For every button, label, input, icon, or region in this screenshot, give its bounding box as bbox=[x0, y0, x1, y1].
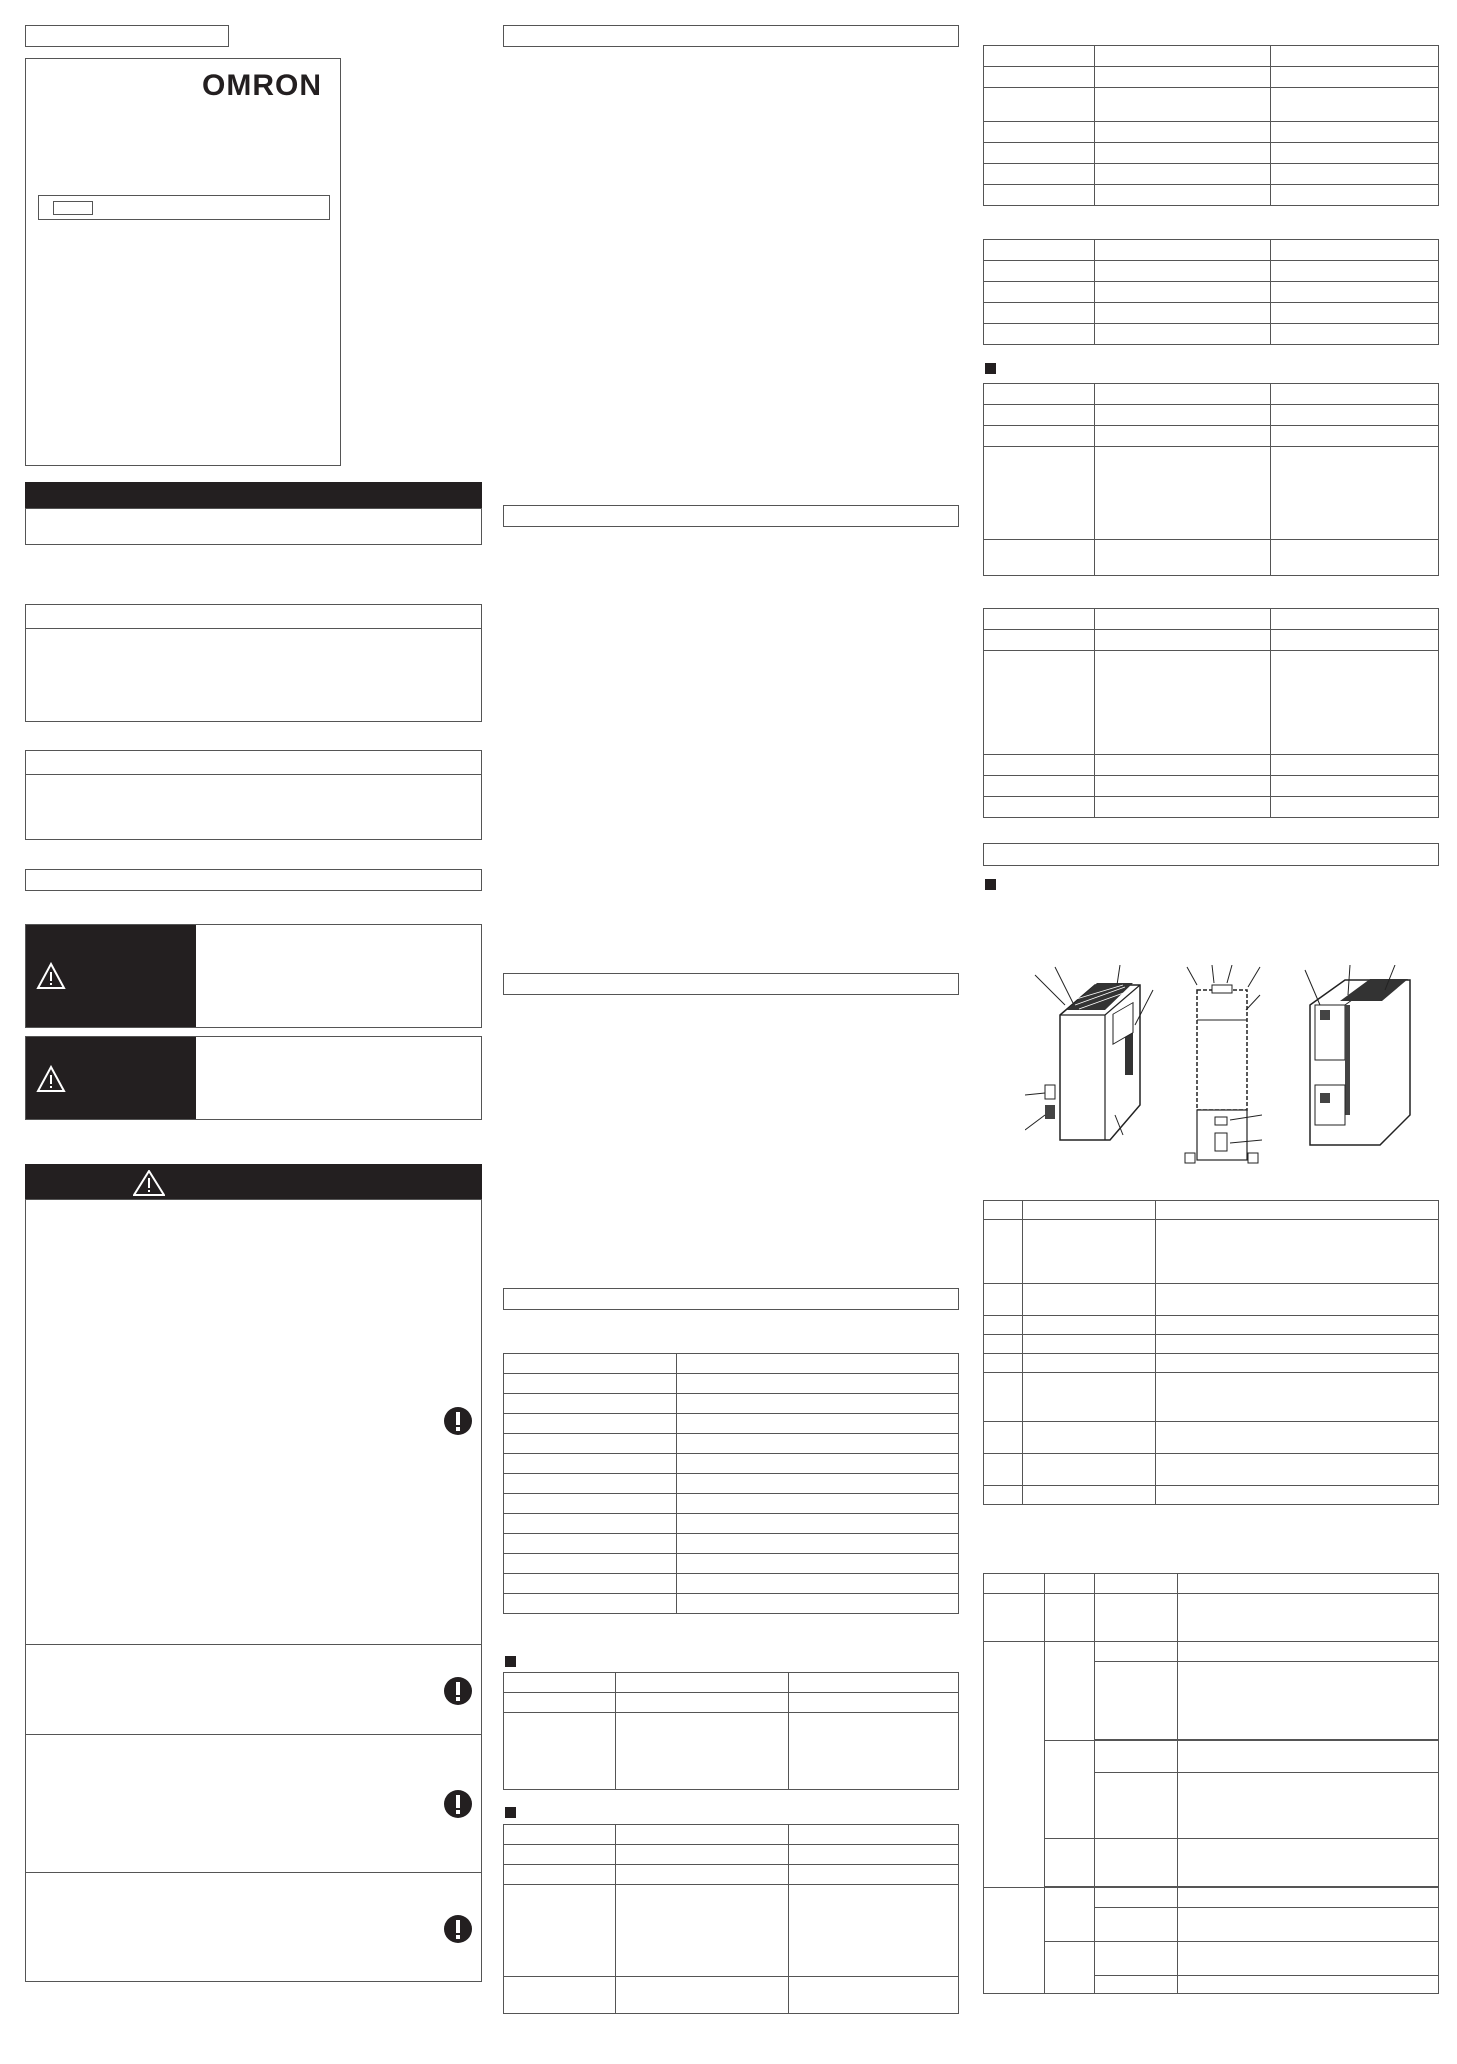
unit-illustration-open bbox=[1290, 965, 1430, 1165]
warning-label-panel-2 bbox=[26, 1037, 196, 1119]
square-bullet-icon bbox=[985, 879, 996, 890]
caution-header-bar bbox=[25, 1164, 482, 1200]
section-heading-mid-4 bbox=[503, 1288, 959, 1310]
model-label-box bbox=[53, 201, 93, 215]
warning-label-panel-1 bbox=[26, 925, 196, 1027]
caution-block-4 bbox=[25, 1872, 482, 1982]
cover-panel bbox=[25, 58, 341, 466]
right-table-1 bbox=[983, 45, 1439, 206]
square-bullet-icon bbox=[985, 363, 996, 374]
intro-text-box bbox=[25, 508, 482, 545]
specifications-table bbox=[503, 1353, 959, 1614]
section-heading-mid-2 bbox=[503, 505, 959, 527]
intro-header-bar bbox=[25, 482, 482, 509]
warning-block-1 bbox=[25, 924, 482, 1028]
square-bullet-icon bbox=[505, 1807, 516, 1818]
section-heading-right bbox=[983, 843, 1439, 866]
indicator-table bbox=[983, 1573, 1439, 1994]
section-heading-mid-3 bbox=[503, 973, 959, 995]
caution-block-2 bbox=[25, 1644, 482, 1735]
section-heading-mid-1 bbox=[503, 25, 959, 47]
section-box-2 bbox=[25, 750, 482, 840]
warning-triangle-icon bbox=[133, 1170, 165, 1196]
document-title-box bbox=[25, 25, 229, 47]
mid-table-1 bbox=[503, 1672, 959, 1790]
mandatory-action-icon bbox=[443, 1914, 473, 1944]
square-bullet-icon bbox=[505, 1656, 516, 1667]
section-box-1 bbox=[25, 604, 482, 722]
model-number-box bbox=[38, 195, 330, 220]
right-table-4 bbox=[983, 608, 1439, 818]
warning-triangle-icon bbox=[36, 1065, 66, 1093]
right-table-2 bbox=[983, 239, 1439, 345]
caution-block-1 bbox=[25, 1199, 482, 1645]
unit-illustration-side bbox=[1182, 965, 1262, 1175]
section-box-1-divider bbox=[26, 628, 481, 629]
right-table-3 bbox=[983, 383, 1439, 576]
caution-block-3 bbox=[25, 1734, 482, 1873]
mandatory-action-icon bbox=[443, 1406, 473, 1436]
section-box-2-divider bbox=[26, 774, 481, 775]
unit-illustration-front bbox=[1025, 965, 1155, 1165]
warning-triangle-icon bbox=[36, 962, 66, 990]
mandatory-action-icon bbox=[443, 1789, 473, 1819]
mid-table-2 bbox=[503, 1824, 959, 2014]
parts-table bbox=[983, 1200, 1439, 1505]
mandatory-action-icon bbox=[443, 1676, 473, 1706]
safety-heading-box bbox=[25, 869, 482, 891]
omron-logo: OMRON bbox=[202, 69, 322, 102]
warning-block-2 bbox=[25, 1036, 482, 1120]
